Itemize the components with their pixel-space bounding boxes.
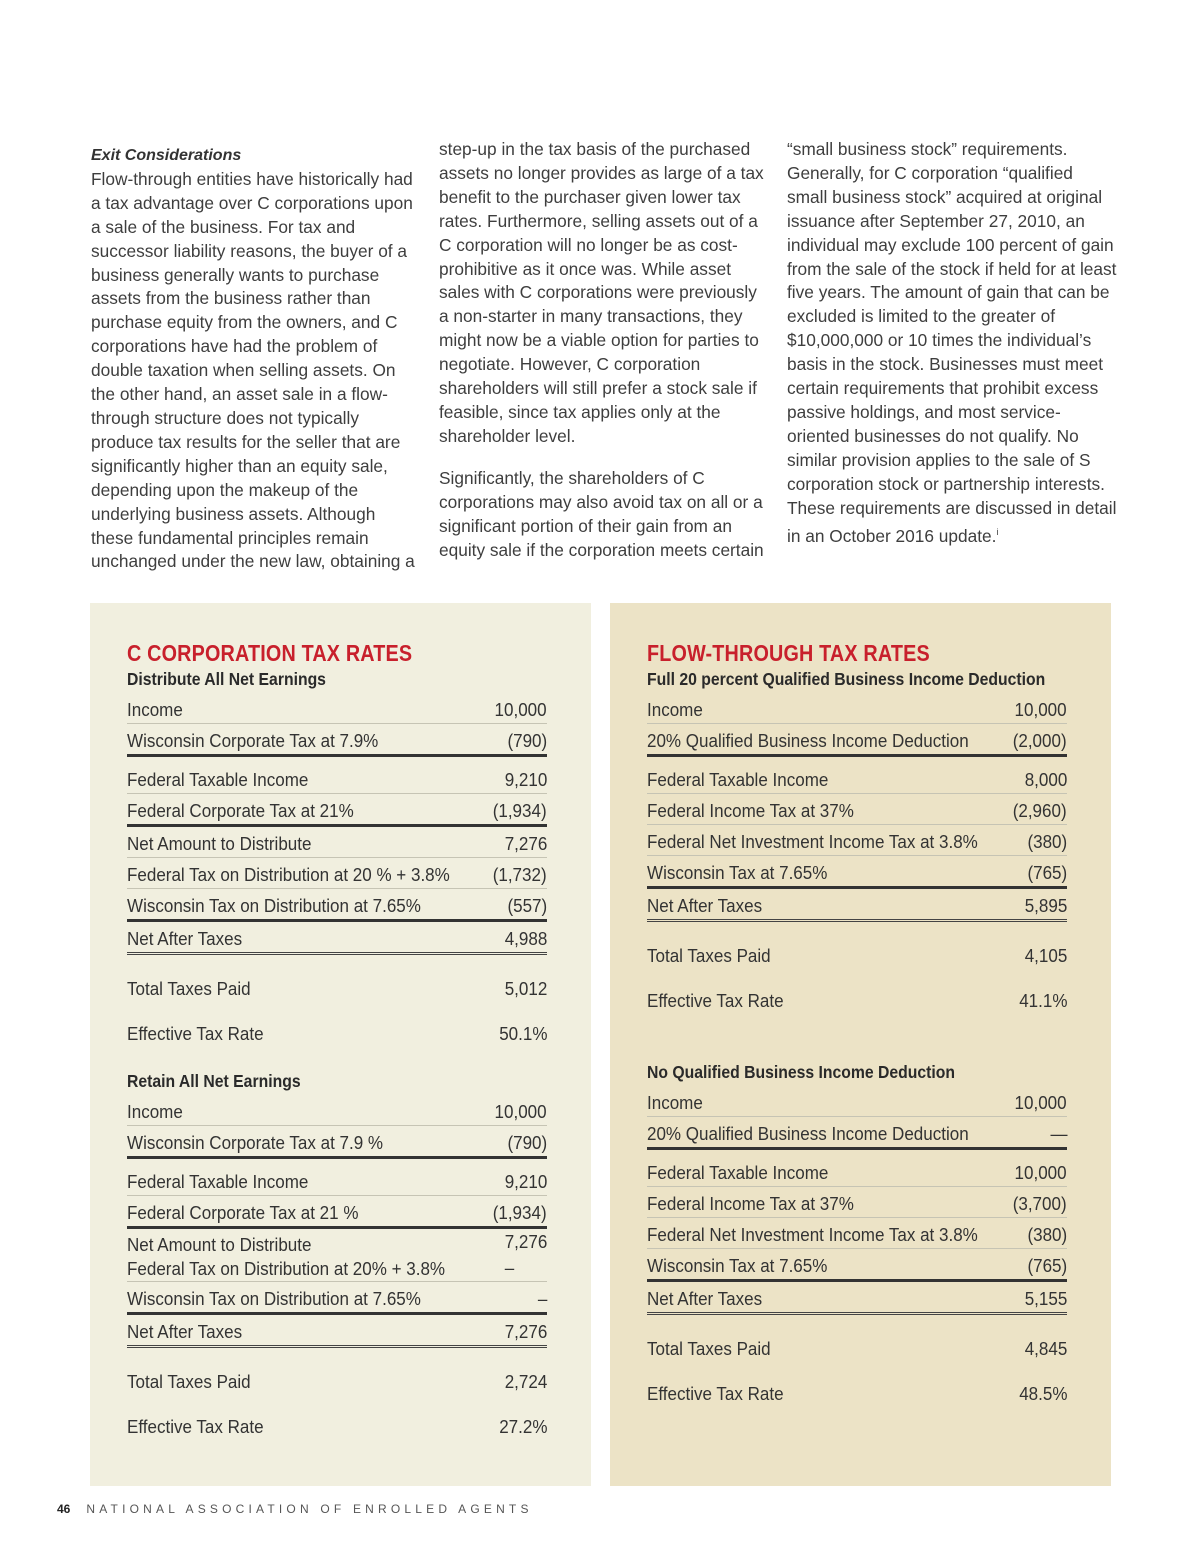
full-qbi-subtitle: Full 20 percent Qualified Business Income Deduction: [647, 669, 1046, 689]
table-row: Net Amount to Distribute Federal Tax on Distribution at 20% + 3.8% 7,276 –: [127, 1229, 547, 1282]
table-row: Federal Net Investment Income Tax at 3.8% (380): [647, 825, 1067, 856]
article-column-1: [91, 138, 421, 574]
table-row: Effective Tax Rate 41.1%: [647, 990, 1067, 1011]
flow-through-tax-panel: [610, 603, 1111, 1486]
table-row: Federal Taxable Income 9,210: [127, 763, 547, 794]
table-row: Total Taxes Paid 5,012: [127, 978, 547, 999]
table-row: Effective Tax Rate 48.5%: [647, 1383, 1067, 1404]
article-paragraph: step-up in the tax basis of the purchased assets no longer provides as large of a tax benefit to the purchaser given lower tax rates. Furthermore, selling assets out of a C corporation will no longer be as cost-prohibitive as it once was. While asset sales with C corporations were previously a non-starter in many transactions, they might now be a viable option for parties to negotiate. However, C corporation shareholders will still prefer a stock sale if feasible, since tax applies only at the shareholder level.: [439, 139, 764, 446]
table-row: Federal Tax on Distribution at 20 % + 3.8% (1,732): [127, 858, 547, 889]
table-row: Wisconsin Tax on Distribution at 7.65% (557): [127, 889, 547, 922]
table-row: 20% Qualified Business Income Deduction —: [647, 1117, 1067, 1150]
page-footer: [57, 1502, 533, 1516]
table-row: Federal Income Tax at 37% (3,700): [647, 1187, 1067, 1218]
table-row: Income 10,000: [647, 1086, 1067, 1117]
article-text: “small business stock” requirements. Generally, for C corporation “qualified small business stock” acquired at original issuance after September 27, 2010, an individual may exclude 100 percent of gain from the sale of the stock if held for at least five years. The amount of gain that can be excluded is limited to the greater of $10,000,000 or 10 times the individual’s basis in the stock. Businesses must meet certain requirements that prohibit excess passive holdings, and most service-oriented businesses do not qualify. No similar provision applies to the sale of S corporation stock or partnership interests. These requirements are discussed in detail in an October 2016 update.: [787, 139, 1117, 546]
table-row: Federal Taxable Income 9,210: [127, 1165, 547, 1196]
page-number: 46: [57, 1502, 71, 1516]
table-row: Total Taxes Paid 4,105: [647, 945, 1067, 966]
table-row: Net After Taxes 4,988: [127, 922, 547, 955]
no-qbi-subtitle: No Qualified Business Income Deduction: [647, 1062, 956, 1082]
table-row: Federal Net Investment Income Tax at 3.8% (380): [647, 1218, 1067, 1249]
table-row: Wisconsin Corporate Tax at 7.9 % (790): [127, 1126, 547, 1159]
table-row: Income 10,000: [127, 693, 547, 724]
table-row: Federal Corporate Tax at 21 % (1,934): [127, 1196, 547, 1229]
section-subheading: Exit Considerations: [91, 147, 242, 164]
c-corp-title: C CORPORATION TAX RATES: [127, 640, 413, 666]
table-row: Income 10,000: [647, 693, 1067, 724]
table-row: Wisconsin Tax at 7.65% (765): [647, 856, 1067, 889]
table-row: 20% Qualified Business Income Deduction (2,000): [647, 724, 1067, 757]
table-row: Effective Tax Rate 27.2%: [127, 1416, 547, 1437]
table-row: Federal Income Tax at 37% (2,960): [647, 794, 1067, 825]
table-row: Effective Tax Rate 50.1%: [127, 1023, 547, 1044]
table-row: Federal Taxable Income 10,000: [647, 1156, 1067, 1187]
table-row: Net After Taxes 5,895: [647, 889, 1067, 922]
distribute-subtitle: Distribute All Net Earnings: [127, 669, 326, 689]
c-corp-tax-panel: [90, 603, 591, 1486]
retain-subtitle: Retain All Net Earnings: [127, 1071, 301, 1091]
publication-name: NATIONAL ASSOCIATION OF ENROLLED AGENTS: [86, 1502, 533, 1516]
table-row: Total Taxes Paid 2,724: [127, 1371, 547, 1392]
article-paragraph: [787, 138, 1117, 548]
table-row: Wisconsin Tax at 7.65% (765): [647, 1249, 1067, 1282]
article-paragraph: Flow-through entities have historically had a tax advantage over C corporations upon a sale of the business. For tax and successor liability reasons, the buyer of a business generally wants to purchase assets from the business rather than purchase equity from the owners, and C corporations have had the problem of double taxation when selling assets. On the other hand, an asset sale in a flow-through structure does not typically produce tax results for the seller that are significantly higher than an equity sale, depending upon the makeup of the underlying business assets. Although these fundamental principles remain unchanged under the new law, obtaining a: [91, 168, 415, 572]
article-column-3: [787, 138, 1117, 548]
article-column-2: [439, 138, 769, 562]
table-row: Wisconsin Corporate Tax at 7.9% (790): [127, 724, 547, 757]
table-row: Federal Taxable Income 8,000: [647, 763, 1067, 794]
table-row: Income 10,000: [127, 1095, 547, 1126]
table-row: Net After Taxes 5,155: [647, 1282, 1067, 1315]
footnote-marker: i: [996, 526, 999, 537]
flow-through-title: FLOW-THROUGH TAX RATES: [647, 640, 930, 666]
article-paragraph: Significantly, the shareholders of C corporations may also avoid tax on all or a significant portion of their gain from an equity sale if the corporation meets certain: [439, 467, 764, 560]
table-row: Net Amount to Distribute 7,276: [127, 827, 547, 858]
table-row: Federal Corporate Tax at 21% (1,934): [127, 794, 547, 827]
table-row: Net After Taxes 7,276: [127, 1315, 547, 1348]
table-row: Wisconsin Tax on Distribution at 7.65% –: [127, 1282, 547, 1315]
table-row: Total Taxes Paid 4,845: [647, 1338, 1067, 1359]
